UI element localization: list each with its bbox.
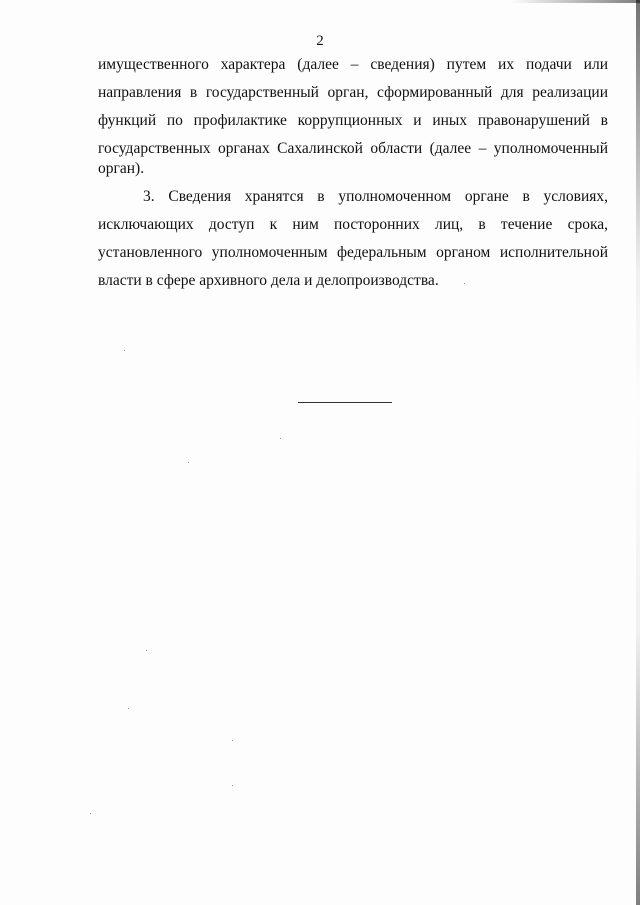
text-line: функций по профилактике коррупционных и иных правонарушений в — [98, 112, 608, 129]
text-line: исключающих доступ к ним посторонних лиц, в течение срока, — [98, 216, 608, 233]
text-line: имущественного характера (далее – сведения) путем их подачи или — [98, 56, 608, 73]
scan-edge-right — [636, 0, 640, 905]
scan-speck — [188, 462, 189, 463]
end-separator-line — [298, 402, 392, 403]
scan-speck — [146, 650, 147, 651]
scan-speck — [464, 283, 465, 284]
scan-speck — [90, 813, 91, 814]
text-line: 3. Сведения хранятся в уполномоченном органе в условиях, — [143, 188, 608, 205]
text-line: государственных органах Сахалинской области (далее – уполномоченный — [98, 140, 608, 157]
scan-speck — [232, 740, 233, 741]
scan-speck — [124, 350, 125, 351]
text-line: установленного уполномоченным федеральным органом исполнительной — [98, 244, 608, 261]
text-line: орган). — [98, 160, 145, 177]
scan-speck — [128, 708, 129, 709]
scan-speck — [280, 438, 281, 439]
text-line: власти в сфере архивного дела и делопроизводства. — [98, 272, 439, 289]
page-number: 2 — [316, 33, 324, 49]
text-line: направления в государственный орган, сформированный для реализации — [98, 84, 608, 101]
scan-edge-top — [510, 0, 640, 3]
scan-speck — [232, 785, 233, 786]
